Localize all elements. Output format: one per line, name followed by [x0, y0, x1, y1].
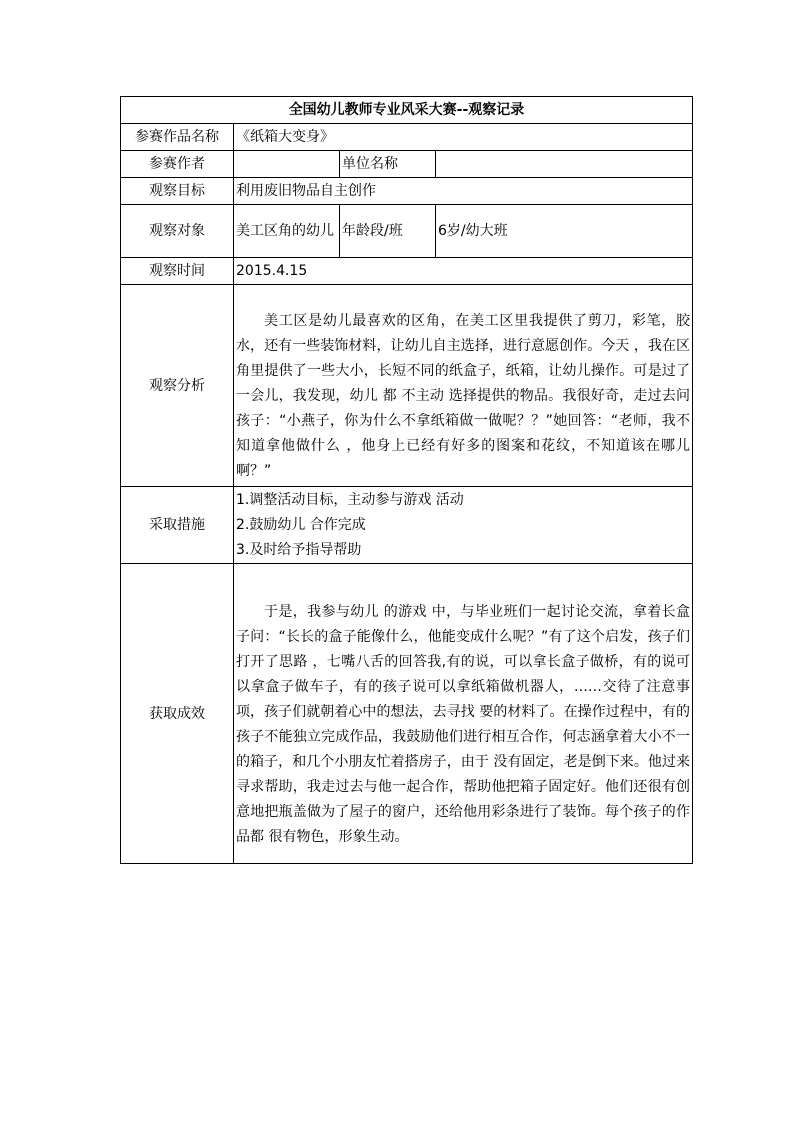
measure-item: 3.及时给予指导帮助 [236, 541, 362, 558]
target-value: 美工区角的幼儿 [234, 205, 340, 258]
author-value [234, 151, 340, 178]
unit-label: 单位名称 [340, 151, 436, 178]
work-name-label: 参赛作品名称 [121, 124, 234, 151]
analysis-text: 美工区是幼儿最喜欢的区角，在美工区里我提供了剪刀，彩笔，胶水，还有一些装饰材料，让幼儿自主选择，进行意愿创作。今天 ，我在区角里提供了一些大小，长短不同的纸盒子，纸箱，让幼儿操作。可是过了一会儿，我发现，幼儿 都 不主动 选择提供的物品。我很好奇，走过去问孩子：“小燕子，你为什么不拿纸箱做一做呢？？”她回答：“老师，我不知道拿他做什么 ，他身上已经有好多的图案和花纹，不知道该在哪儿啊？” [236, 313, 690, 479]
results-label: 获取成效 [121, 564, 234, 864]
work-name-value: 《纸箱大变身》 [234, 124, 693, 151]
measures-label: 采取措施 [121, 487, 234, 564]
analysis-label: 观察分析 [121, 285, 234, 487]
target-label: 观察对象 [121, 205, 234, 258]
goal-value: 利用废旧物品自主创作 [234, 178, 693, 205]
measure-item: 2.鼓励幼儿 合作完成 [236, 516, 366, 533]
goal-label: 观察目标 [121, 178, 234, 205]
age-label: 年龄段/班 [340, 205, 436, 258]
document-title: 全国幼儿教师专业风采大赛--观察记录 [121, 97, 693, 124]
measure-item: 1.调整活动目标，主动参与游戏 活动 [236, 491, 464, 508]
age-value: 6岁/幼大班 [436, 205, 693, 258]
observation-record-table [120, 96, 693, 864]
unit-value [436, 151, 693, 178]
measures-list [234, 487, 693, 564]
time-value: 2015.4.15 [234, 258, 693, 285]
results-text: 于是，我参与幼儿 的游戏 中，与毕业班们一起讨论交流，拿着长盒子问：“长长的盒子能像什么，他能变成什么呢？”有了这个启发，孩子们打开了思路 ，七嘴八舌的回答我,有的说，可以拿长盒子做桥，有的说可以拿盒子做车子，有的孩子说可以拿纸箱做机器人，……交待了注意事项，孩子们就朝着心中的想法，去寻找 要的材料了。在操作过程中，有的孩子不能独立完成作品，我鼓励他们进行相互合作，何志涵拿着大小不一的箱子，和几个小朋友忙着搭房子，由于 没有固定，老是倒下来。他过来寻求帮助，我走过去与他一起合作，帮助他把箱子固定好。他们还很有创意地把瓶盖做为了屋子的窗户，还给他用彩条进行了装饰。每个孩子的作品都 很有物色，形象生动。 [236, 603, 690, 845]
author-label: 参赛作者 [121, 151, 234, 178]
time-label: 观察时间 [121, 258, 234, 285]
